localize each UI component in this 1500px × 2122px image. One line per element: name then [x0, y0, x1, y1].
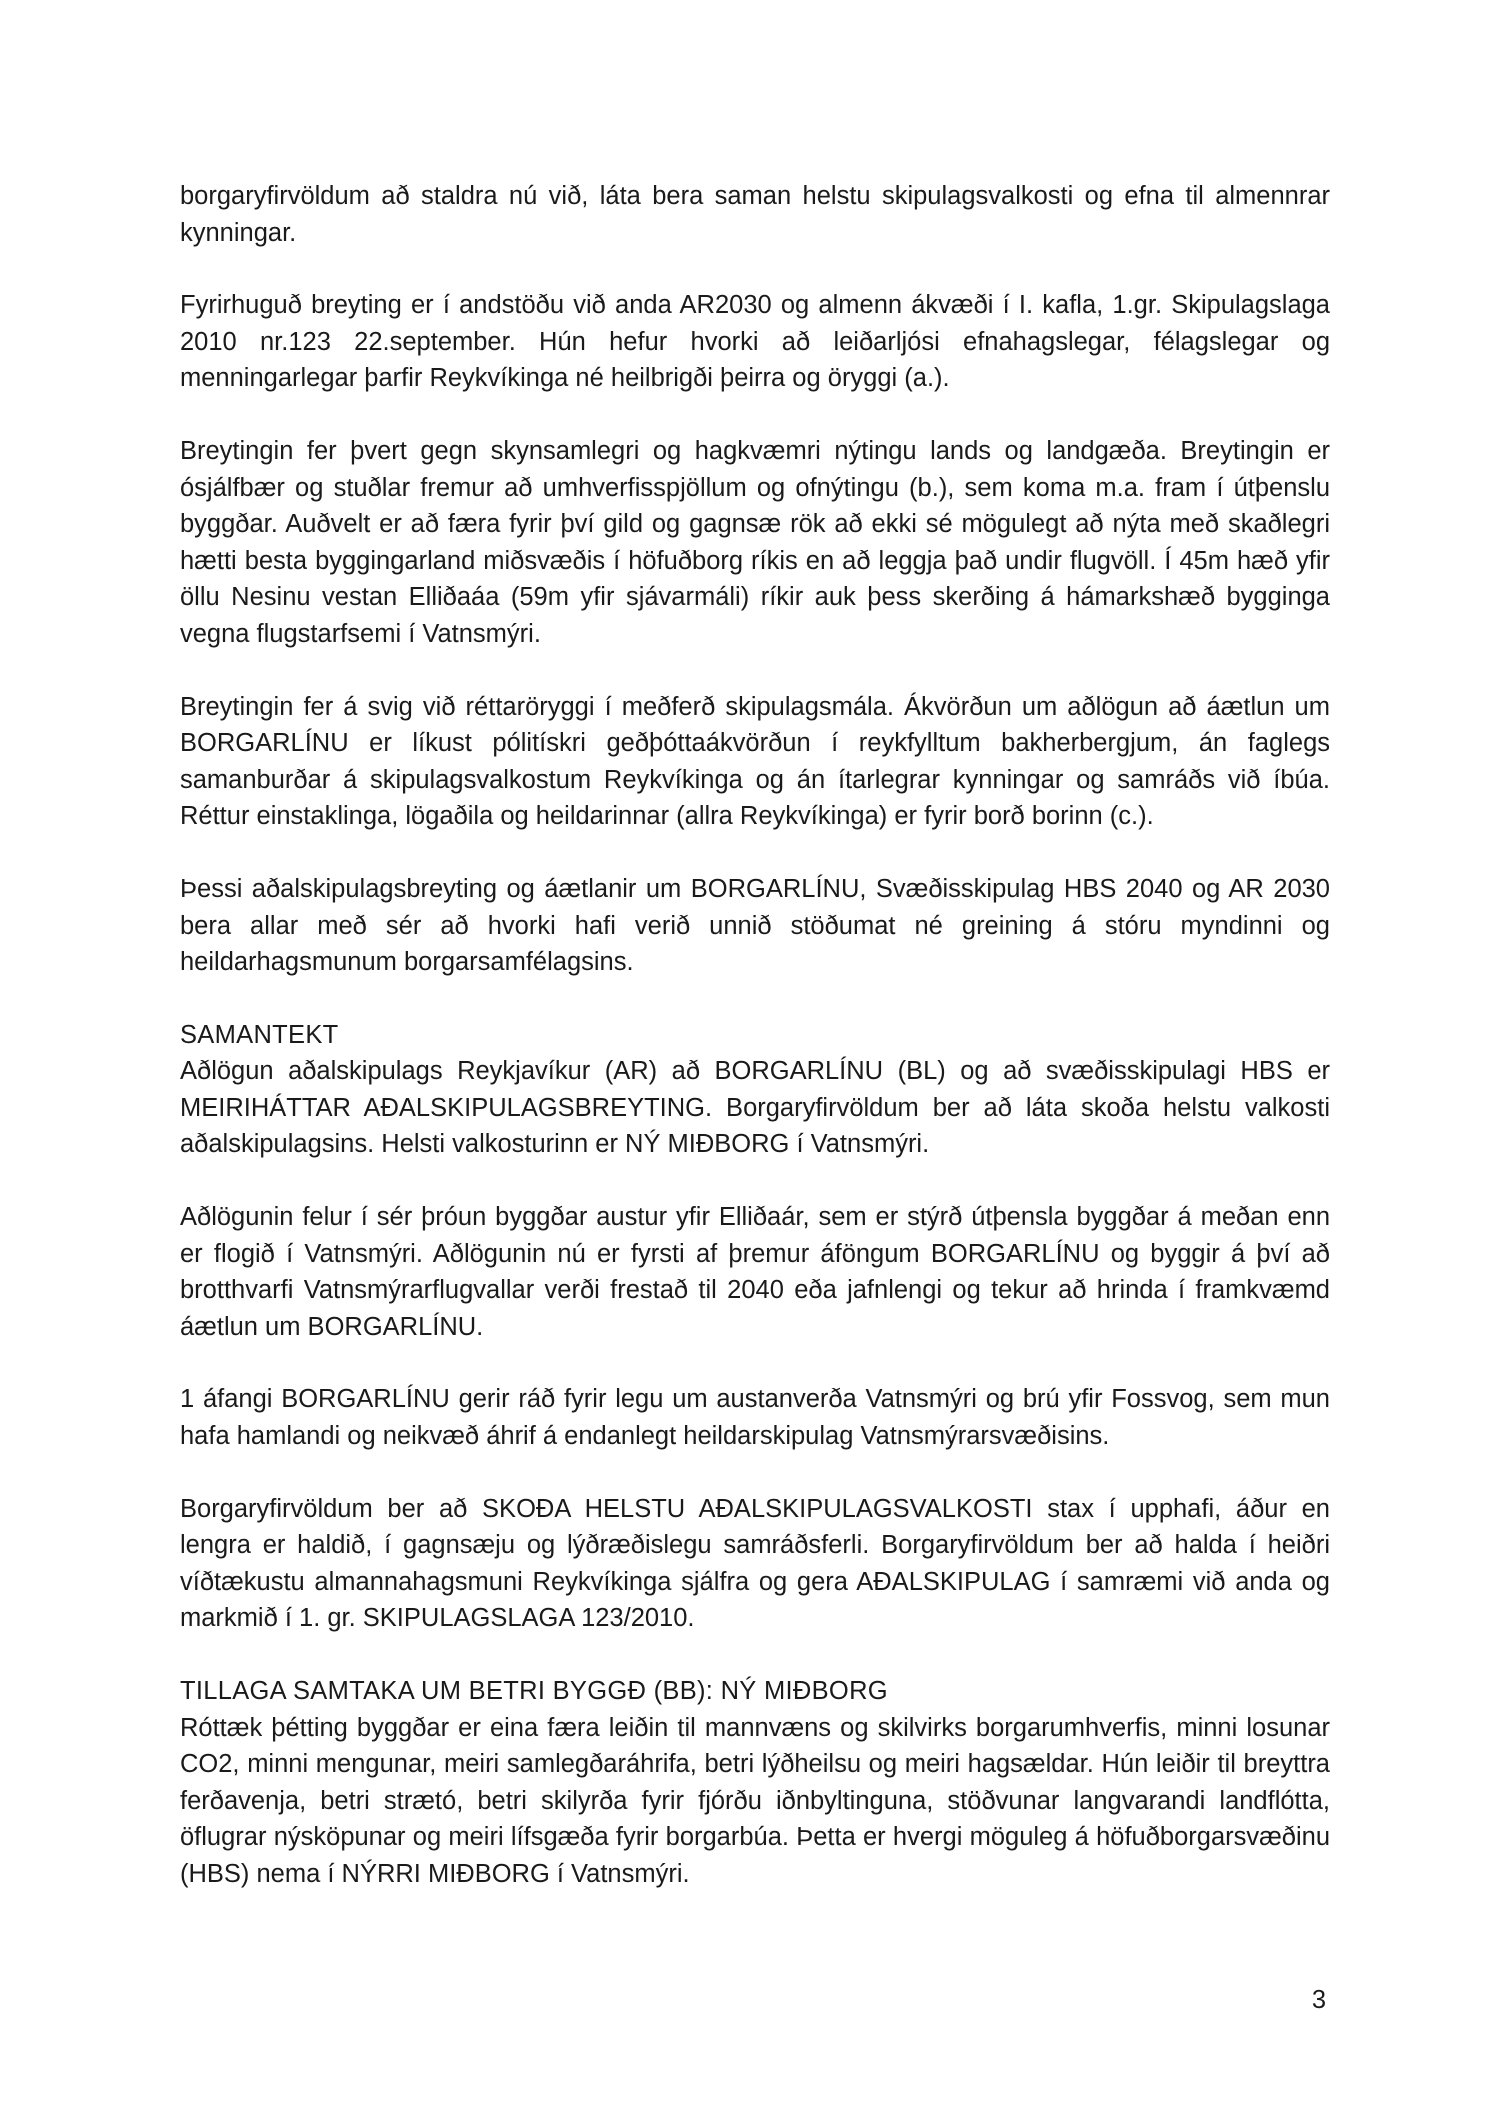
proposal-section: [180, 1673, 1330, 1893]
paragraph-review-options: Borgaryfirvöldum ber að SKOÐA HELSTU AÐALSKIPULAGSVALKOSTI stax í upphafi, áður en lengra er haldið, í gagnsæju og lýðræðislegu samráðsferli. Borgaryfirvöldum ber að halda í heiðri víðtækustu almannahagsmuni Reykvíkinga sjálfra og gera AÐALSKIPULAG í samræmi við anda og markmið í 1. gr. SKIPULAGSLAGA 123/2010.: [180, 1494, 1330, 1633]
paragraph-assessment: Þessi aðalskipulagsbreyting og áætlanir um BORGARLÍNU, Svæðisskipulag HBS 2040 og AR 2030 bera allar með sér að hvorki hafi verið unnið stöðumat né greining á stóru myndinni og heildarhagsmunum borgarsamfélagsins.: [180, 874, 1330, 977]
paragraph-land-use: Breytingin fer þvert gegn skynsamlegri og hagkvæmri nýtingu lands og landgæða. Breytingin er ósjálfbær og stuðlar fremur að umhverfisspjöllum og ofnýtingu (b.), sem koma m.a. fram í útþenslu byggðar. Auðvelt er að færa fyrir því gild og gagnsæ rök að ekki sé mögulegt að nýta með skaðlegri hætti besta byggingarland miðsvæðis í höfuðborg ríkis en að leggja það undir flugvöll. Í 45m hæð yfir öllu Nesinu vestan Elliðaáa (59m yfir sjávarmáli) ríkir auk þess skerðing á hámarkshæð bygginga vegna flugstarfsemi í Vatnsmýri.: [180, 436, 1330, 648]
proposal-body: Róttæk þétting byggðar er eina færa leiðin til mannvæns og skilvirks borgarumhverfis, minni losunar CO2, minni mengunar, meiri samlegðaráhrifa, betri lýðheilsu og meiri hagsældar. Hún leiðir til breyttra ferðavenja, betri strætó, betri skilyrða fyrir fjórðu iðnbyltinguna, stöðvunar langvarandi landflótta, öflugrar nýsköpunar og meiri lífsgæða fyrir borgarbúa. Þetta er hvergi möguleg á höfuðborgarsvæðinu (HBS) nema í NÝRRI MIÐBORG í Vatnsmýri.: [180, 1713, 1330, 1888]
paragraph-phase-one: 1 áfangi BORGARLÍNU gerir ráð fyrir legu um austanverða Vatnsmýri og brú yfir Fossvog, sem mun hafa hamlandi og neikvæð áhrif á endanlegt heildarskipulag Vatnsmýrarsvæðisins.: [180, 1385, 1330, 1451]
paragraph-adaptation: Aðlögunin felur í sér þróun byggðar austur yfir Elliðaár, sem er stýrð útþensla byggðar á meðan enn er flogið í Vatnsmýri. Aðlögunin nú er fyrsti af þremur áföngum BORGARLÍNU og byggir á því að brotthvarfi Vatnsmýrarflugvallar verði frestað til 2040 eða jafnlengi og tekur að hrinda í framkvæmd áætlun um BORGARLÍNU.: [180, 1203, 1330, 1341]
summary-heading: SAMANTEKT: [180, 1020, 339, 1049]
proposal-heading: TILLAGA SAMTAKA UM BETRI BYGGÐ (BB): NÝ MIÐBORG: [180, 1677, 888, 1705]
document-body: [180, 178, 1330, 1929]
summary-body: Aðlögun aðalskipulags Reykjavíkur (AR) að BORGARLÍNU (BL) og að svæðisskipulagi HBS er MEIRIHÁTTAR AÐALSKIPULAGSBREYTING. Borgaryfirvöldum ber að láta skoða helstu valkosti aðalskipulagsins. Helsti valkosturinn er NÝ MIÐBORG í Vatnsmýri.: [180, 1057, 1330, 1159]
page-number: 3: [1311, 1986, 1326, 2014]
paragraph-legal-certainty: Breytingin fer á svig við réttaröryggi í meðferð skipulagsmála. Ákvörðun um aðlögun að áætlun um BORGARLÍNU er líkust pólitískri geðþóttaákvörðun í reykfylltum bakherbergjum, án faglegs samanburðar á skipulagsvalkostum Reykvíkinga og án ítarlegrar kynningar og samráðs við íbúa. Réttur einstaklinga, lögaðila og heildarinnar (allra Reykvíkinga) er fyrir borð borinn (c.).: [180, 692, 1330, 831]
paragraph-ar2030: Fyrirhuguð breyting er í andstöðu við anda AR2030 og almenn ákvæði í I. kafla, 1.gr. Skipulagslaga 2010 nr.123 22.september. Hún hefur hvorki að leiðarljósi efnahagslegar, félagslegar og menningarlegar þarfir Reykvíkinga né heilbrigði þeirra og öryggi (a.).: [180, 291, 1330, 393]
paragraph-intro: borgaryfirvöldum að staldra nú við, láta bera saman helstu skipulagsvalkosti og efna til almennrar kynningar.: [180, 182, 1330, 247]
summary-section: [180, 1017, 1330, 1163]
